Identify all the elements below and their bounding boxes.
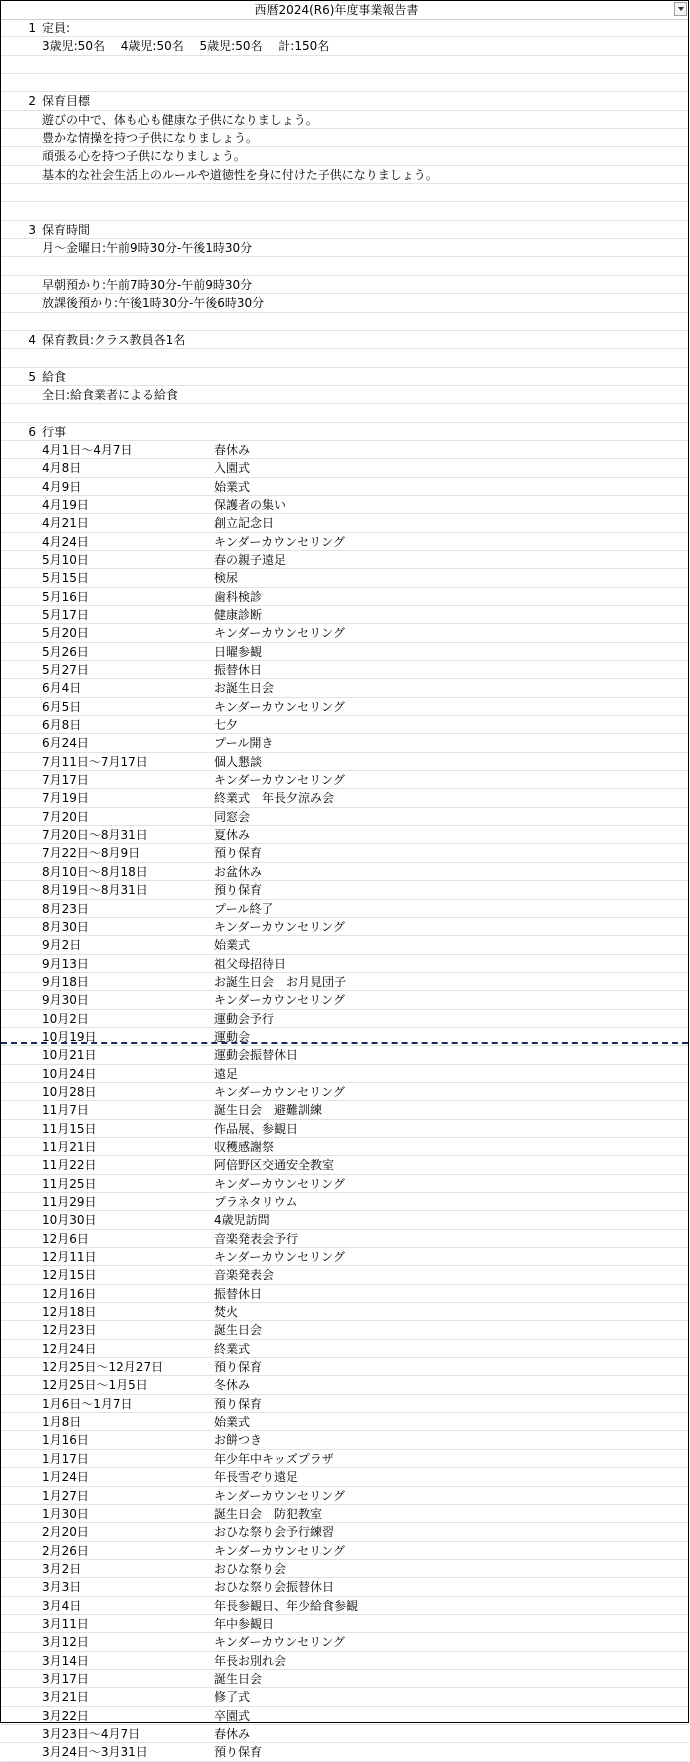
event-row [1,716,688,734]
event-row [1,1542,688,1560]
event-name: プラネタリウム [214,1195,298,1209]
event-date: 1月24日 [42,1470,89,1485]
event-row [1,661,688,679]
section-number: 4 [28,332,36,347]
event-date: 6月5日 [42,699,82,714]
event-row [1,441,688,459]
event-row [1,698,688,716]
event-row [1,1615,688,1633]
event-name: キンダーカウンセリング [214,1635,345,1650]
goal-line: 豊かな情操を持つ子供になりましょう。 [1,129,688,147]
event-name: 預り保育 [214,846,263,861]
event-date: 6月8日 [42,718,82,733]
report-body [1,19,688,1762]
event-name: 運動会振替休日 [214,1048,299,1063]
event-name: 同窓会 [214,809,251,824]
event-name: 4歳児訪問 [214,1213,270,1228]
event-row [1,1303,688,1321]
event-row [1,1560,688,1578]
event-row [1,1046,688,1064]
section-heading: 保育教員:クラス教員各1名 [42,332,186,347]
event-date: 12月25日～1月5日 [42,1378,148,1393]
event-date: 12月18日 [42,1305,97,1320]
event-row [1,1413,688,1431]
event-row [1,1376,688,1394]
event-date: 1月27日 [42,1488,89,1503]
event-row [1,588,688,606]
event-name: 年長雪ぞり遠足 [214,1470,299,1485]
event-name: 誕生日会 避難訓練 [214,1103,323,1118]
event-name: 修了式 [214,1690,251,1705]
event-date: 2月20日 [42,1525,89,1540]
meals-line: 全日:給食業者による給食 [1,386,688,404]
event-date: 11月22日 [42,1158,97,1173]
event-row [1,679,688,697]
event-name: プール開き [214,736,274,751]
event-row [1,1211,688,1229]
event-date: 6月24日 [42,736,89,751]
event-name: キンダーカウンセリング [214,626,345,641]
event-name: 歯科検診 [214,589,263,604]
event-row [1,533,688,551]
event-name: おひな祭り会振替休日 [214,1580,335,1595]
event-name: 保護者の集い [214,497,287,512]
event-row [1,1523,688,1541]
event-row [1,771,688,789]
event-row [1,1652,688,1670]
blank-row [1,56,688,74]
event-name: 七夕 [214,718,239,733]
event-row [1,973,688,991]
event-date: 2月26日 [42,1543,89,1558]
event-date: 7月17日 [42,773,89,788]
event-row [1,1450,688,1468]
event-name: 春休み [214,442,251,457]
event-row [1,826,688,844]
event-row [1,1670,688,1688]
event-name: 預り保育 [214,1396,263,1411]
hours-line: 月～金曜日:午前9時30分-午後1時30分 [1,239,688,257]
event-name: お餅つき [214,1433,263,1448]
event-row [1,1120,688,1138]
event-name: 始業式 [214,938,251,953]
event-date: 10月28日 [42,1084,97,1099]
event-row [1,1725,688,1743]
blank-row [1,202,688,220]
event-name: 卒園式 [214,1708,251,1723]
event-date: 5月26日 [42,644,89,659]
event-date: 1月30日 [42,1506,89,1521]
event-date: 10月19日 [42,1029,97,1044]
event-name: 年中参観日 [214,1616,275,1631]
goal-line: 遊びの中で、体も心も健康な子供になりましょう。 [1,111,688,129]
event-date: 5月20日 [42,626,89,641]
event-name: お誕生日会 [214,681,275,696]
event-row [1,1358,688,1376]
section-number: 2 [28,94,36,109]
event-row [1,1285,688,1303]
event-name: プール終了 [214,901,274,916]
event-row [1,1340,688,1358]
event-name: 預り保育 [214,883,263,898]
event-row [1,478,688,496]
event-row [1,1101,688,1119]
event-date: 6月4日 [42,681,82,696]
section-number: 1 [28,21,36,35]
event-name: 年少年中キッズプラザ [214,1451,334,1466]
event-date: 12月11日 [42,1250,97,1265]
event-date: 3月24日～3月31日 [42,1745,148,1760]
event-date: 5月15日 [42,571,89,586]
event-row [1,1156,688,1174]
title-row [1,1,688,20]
event-date: 7月20日～8月31日 [42,828,148,843]
event-name: 検尿 [214,571,239,586]
event-name: キンダーカウンセリング [214,919,345,934]
event-date: 7月19日 [42,791,89,806]
event-date: 3月14日 [42,1653,89,1668]
event-date: 4月21日 [42,516,89,531]
event-name: 振替休日 [214,663,263,678]
event-name: 預り保育 [214,1360,263,1375]
event-date: 4月19日 [42,497,89,512]
event-name: キンダーカウンセリング [214,699,345,714]
event-date: 7月22日～8月9日 [42,846,141,861]
event-name: キンダーカウンセリング [214,534,345,549]
blank-row [1,313,688,331]
event-date: 1月8日 [42,1415,82,1430]
event-row [1,753,688,771]
event-date: 3月12日 [42,1635,89,1650]
row-staff-heading [1,331,688,349]
event-row [1,1248,688,1266]
event-date: 3月17日 [42,1671,89,1686]
goal-line: 頑張る心を持つ子供になりましょう。 [1,147,688,165]
event-row [1,1230,688,1248]
section-heading: 定員: [42,21,71,35]
event-name: 日曜参観 [214,644,263,659]
dropdown-arrow-icon[interactable] [674,2,687,16]
event-row [1,1743,688,1761]
event-name: 春休み [214,1726,251,1741]
event-row [1,1138,688,1156]
event-name: キンダーカウンセリング [214,1543,345,1558]
event-row [1,900,688,918]
event-date: 11月21日 [42,1139,97,1154]
event-name: 運動会 [214,1029,251,1044]
section-heading: 保育目標 [42,94,91,109]
event-row [1,863,688,881]
event-date: 5月10日 [42,552,89,567]
event-row [1,1487,688,1505]
event-row [1,569,688,587]
event-name: キンダーカウンセリング [214,773,345,788]
event-name: 終業式 [214,1341,251,1356]
section-number: 6 [28,424,36,439]
event-date: 10月21日 [42,1048,97,1063]
event-row [1,514,688,532]
event-row [1,1395,688,1413]
event-name: 入園式 [214,461,251,476]
event-date: 8月19日～8月31日 [42,883,148,898]
event-date: 4月9日 [42,479,82,494]
event-row [1,936,688,954]
event-date: 5月17日 [42,608,89,622]
event-row [1,1688,688,1706]
event-date: 9月18日 [42,974,89,989]
event-date: 4月8日 [42,461,82,476]
event-date: 8月23日 [42,901,89,916]
event-row [1,1321,688,1339]
row-events-heading [1,423,688,441]
event-date: 1月16日 [42,1433,89,1448]
event-name: 作品展、参観日 [214,1121,299,1136]
event-name: 創立記念日 [214,516,275,531]
event-name: 始業式 [214,479,251,494]
event-row [1,1597,688,1615]
event-row [1,459,688,477]
event-name: キンダーカウンセリング [214,1250,345,1265]
event-name: お盆休み [214,864,263,879]
event-date: 3月2日 [42,1561,82,1576]
event-row [1,844,688,862]
event-date: 10月2日 [42,1011,89,1026]
event-row [1,1083,688,1101]
event-date: 3月11日 [42,1616,89,1631]
section-heading: 給食 [42,369,67,384]
event-name: 焚火 [214,1305,239,1320]
page-break-line [1,1042,688,1044]
event-date: 11月7日 [42,1103,89,1118]
event-date: 8月10日～8月18日 [42,864,148,879]
event-name: 音楽発表会予行 [214,1231,299,1246]
event-name: 祖父母招待日 [214,956,287,971]
event-row [1,881,688,899]
event-row [1,1468,688,1486]
event-date: 3月22日 [42,1708,89,1723]
event-date: 10月30日 [42,1213,97,1228]
event-name: キンダーカウンセリング [214,1176,345,1191]
event-name: 終業式 年長夕涼み会 [214,791,335,806]
event-row [1,1193,688,1211]
event-date: 1月17日 [42,1451,89,1466]
event-row [1,1431,688,1449]
event-date: 9月30日 [42,993,89,1008]
row-meals-heading [1,368,688,386]
event-date: 3月21日 [42,1690,89,1705]
event-date: 3月4日 [42,1598,82,1613]
event-name: 預り保育 [214,1745,263,1760]
row-hours-heading [1,221,688,239]
event-date: 7月11日～7月17日 [42,754,148,769]
blank-row [1,349,688,367]
event-row [1,1010,688,1028]
event-date: 12月23日 [42,1323,97,1338]
event-row [1,624,688,642]
event-name: 誕生日会 防犯教室 [214,1506,323,1521]
event-row [1,1505,688,1523]
event-date: 9月13日 [42,956,89,971]
goal-line: 基本的な社会生活上のルールや道徳性を身に付けた子供になりましょう。 [1,166,688,184]
event-row [1,1266,688,1284]
event-row [1,734,688,752]
row-capacity-heading [1,19,688,37]
event-name: 運動会予行 [214,1011,275,1026]
event-row [1,1175,688,1193]
report-title: 西暦2024(R6)年度事業報告書 [254,3,419,17]
section-number: 3 [28,222,36,237]
event-row [1,991,688,1009]
event-row [1,1578,688,1596]
event-name: 健康診断 [214,608,263,622]
event-name: 始業式 [214,1415,251,1430]
event-date: 11月29日 [42,1195,97,1209]
event-name: 誕生日会 [214,1671,263,1686]
event-name: キンダーカウンセリング [214,1084,345,1099]
event-date: 5月16日 [42,589,89,604]
event-date: 12月24日 [42,1341,97,1356]
events-list [1,441,688,1762]
event-name: おひな祭り会 [214,1561,287,1576]
event-row [1,551,688,569]
event-row [1,955,688,973]
event-row [1,496,688,514]
event-date: 8月30日 [42,919,89,934]
event-date: 12月16日 [42,1286,97,1301]
event-row [1,808,688,826]
event-name: 冬休み [214,1378,251,1393]
event-date: 5月27日 [42,663,89,678]
event-name: 振替休日 [214,1286,263,1301]
blank-row [1,404,688,422]
event-date: 3月23日～4月7日 [42,1726,141,1741]
event-row [1,1633,688,1651]
event-name: お誕生日会 お月見団子 [214,974,347,989]
event-date: 10月24日 [42,1066,97,1081]
event-date: 11月15日 [42,1121,97,1136]
event-date: 9月2日 [42,938,82,953]
blank-row [1,257,688,275]
event-name: キンダーカウンセリング [214,993,345,1008]
event-name: 春の親子遠足 [214,552,287,567]
event-date: 12月15日 [42,1268,97,1283]
event-name: 年長参観日、年少給食参観 [214,1598,359,1613]
event-name: 遠足 [214,1066,239,1081]
blank-row [1,74,688,92]
hours-line: 早朝預かり:午前7時30分-午前9時30分 [1,276,688,294]
row-capacity-detail [1,37,688,55]
event-date: 3月3日 [42,1580,82,1595]
hours-line: 放課後預かり:午後1時30分-午後6時30分 [1,294,688,312]
event-row [1,918,688,936]
event-row [1,643,688,661]
event-name: 収穫感謝祭 [214,1139,275,1154]
event-date: 12月25日～12月27日 [42,1360,164,1375]
event-name: キンダーカウンセリング [214,1488,345,1503]
event-row [1,1065,688,1083]
event-row [1,1707,688,1725]
capacity-text: 3歳児:50名 4歳児:50名 5歳児:50名 計:150名 [42,39,330,54]
event-name: 個人懇談 [214,754,263,769]
blank-row [1,184,688,202]
event-name: 阿倍野区交通安全教室 [214,1158,335,1173]
section-heading: 保育時間 [42,222,91,237]
event-name: 音楽発表会 [214,1268,275,1283]
event-date: 11月25日 [42,1176,97,1191]
event-date: 1月6日～1月7日 [42,1396,133,1411]
section-number: 5 [28,369,36,384]
section-heading: 行事 [42,424,67,439]
event-date: 12月6日 [42,1231,89,1246]
event-row [1,789,688,807]
event-name: おひな祭り会予行練習 [214,1525,335,1540]
event-name: 誕生日会 [214,1323,263,1338]
event-name: 夏休み [214,828,251,843]
event-date: 7月20日 [42,809,89,824]
event-date: 4月1日～4月7日 [42,442,133,457]
event-date: 4月24日 [42,534,89,549]
event-row [1,606,688,624]
event-name: 年長お別れ会 [214,1653,287,1668]
row-goals-heading [1,92,688,110]
